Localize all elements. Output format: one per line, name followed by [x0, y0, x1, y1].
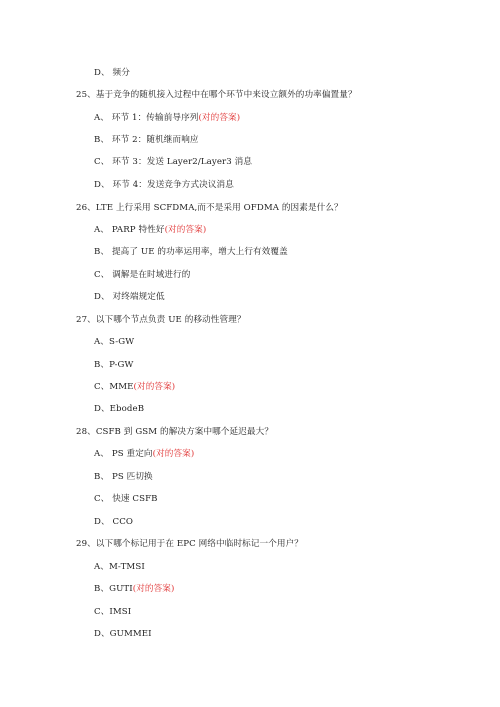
option-27-b — [94, 359, 133, 371]
line-text: B、 环节 2：随机继而响应 — [94, 135, 199, 145]
line-text: C、 调解是在时域进行的 — [94, 270, 191, 280]
line-text: D、EbodeB — [94, 404, 145, 414]
option-27-a — [94, 336, 134, 348]
line-text: B、GUTI — [94, 584, 133, 594]
line-text: 26、LTE 上行采用 SCFDMA,而不是采用 OFDMA 的因素是什么？ — [76, 203, 343, 213]
question-26 — [76, 202, 343, 214]
answer-mark: (对的答案) — [133, 382, 176, 392]
answer-mark: (对的答案) — [132, 584, 175, 594]
option-28-a — [94, 448, 194, 460]
line-text: 27、以下哪个节点负责 UE 的移动性管理？ — [76, 315, 246, 325]
line-text: A、S-GW — [94, 337, 135, 347]
question-27 — [76, 314, 246, 326]
line-text: A、 PS 重定向 — [94, 449, 153, 459]
line-text: 28、CSFB 到 GSM 的解决方案中哪个延迟最大？ — [76, 427, 274, 437]
option-29-c — [94, 606, 131, 618]
line-text: A、M-TMSI — [94, 562, 145, 572]
line-text: B、 PS 匹切换 — [94, 472, 153, 482]
line-text: A、 PARP 特性好 — [94, 225, 165, 235]
option-27-d — [94, 403, 144, 415]
option-27-c — [94, 381, 175, 393]
line-text: D、 环节 4：发送竞争方式决议消息 — [94, 180, 234, 190]
option-26-b — [94, 246, 288, 258]
line-text: D、GUMMEI — [94, 629, 152, 639]
option-24-d — [94, 67, 130, 79]
line-text: A、 环节 1：传输前导序列 — [94, 113, 199, 123]
option-29-a — [94, 561, 145, 573]
line-text: B、P-GW — [94, 360, 134, 370]
question-28 — [76, 426, 273, 438]
answer-mark: (对的答案) — [198, 113, 241, 123]
option-26-a — [94, 224, 206, 236]
line-text: C、 快速 CSFB — [94, 494, 158, 504]
question-25 — [76, 89, 357, 101]
option-28-b — [94, 471, 153, 483]
line-text: B、 提高了 UE 的功率运用率，增大上行有效覆盖 — [94, 247, 288, 257]
option-25-c — [94, 156, 252, 168]
line-text: C、 环节 3：发送 Layer2/Layer3 消息 — [94, 157, 253, 167]
option-26-c — [94, 269, 190, 281]
option-26-d — [94, 291, 165, 303]
option-29-b — [94, 583, 174, 595]
option-25-a — [94, 112, 240, 124]
option-28-c — [94, 493, 158, 505]
answer-mark: (对的答案) — [152, 449, 195, 459]
option-28-d — [94, 516, 133, 528]
line-text: C、MME — [94, 382, 134, 392]
option-25-d — [94, 179, 234, 191]
line-text: 25、基于竞争的随机接入过程中在哪个环节中来设立额外的功率偏置量？ — [76, 90, 357, 100]
line-text: 29、以下哪个标记用于在 EPC 网络中临时标记一个用户？ — [76, 539, 303, 549]
answer-mark: (对的答案) — [164, 225, 207, 235]
line-text: C、IMSI — [94, 607, 132, 617]
question-29 — [76, 538, 303, 550]
line-text: D、 CCO — [94, 517, 134, 527]
option-29-d — [94, 628, 152, 640]
option-25-b — [94, 134, 199, 146]
line-text: D、 对终端规定低 — [94, 292, 165, 302]
line-text: D、 频分 — [94, 68, 130, 78]
